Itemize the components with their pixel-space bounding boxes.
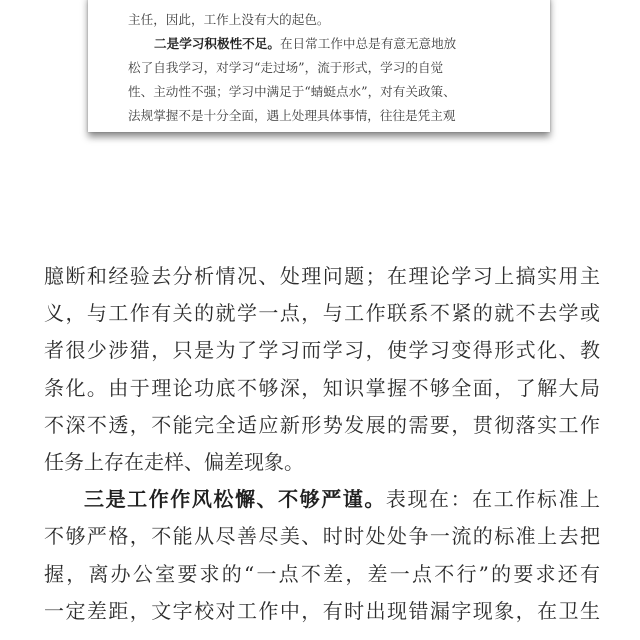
preview-paragraph-first: 在日常工作中总是有意无意地放: [279, 36, 457, 51]
article-line: 握，离办公室要求的“一点不差，差一点不行”的要求还有: [44, 561, 600, 586]
article-paragraph-heading-line: [44, 481, 600, 518]
preview-paragraph-heading-line: [128, 32, 528, 56]
document-preview-card: [88, 0, 550, 132]
article-line: 臆断和经验去分析情况、处理问题；在理论学习上搞实用主: [44, 264, 600, 288]
preview-line-4: 法规掌握不是十分全面，遇上处理具体事情，往往是凭主观: [128, 108, 456, 123]
preview-line-1: 主任，因此，工作上没有大的起色。: [128, 12, 330, 27]
preview-line-2: 松了自我学习，对学习“走过场”，流于形式，学习的自觉: [128, 60, 444, 75]
article-line: 者很少涉猎，只是为了学习而学习，使学习变得形式化、教: [44, 338, 600, 363]
article-line: 任务上存在走样、偏差现象。: [44, 449, 304, 474]
paragraph-heading: 三是工作作风松懈、不够严谨。: [84, 487, 386, 512]
preview-paragraph-heading: 二是学习积极性不足。: [154, 36, 280, 51]
article-line: 不够严格，不能从尽善尽美、时时处处争一流的标准上去把: [44, 524, 600, 549]
paragraph-first-text: 表现在：在工作标准上: [385, 487, 601, 512]
article-line: 条化。由于理论功底不够深，知识掌握不够全面，了解大局: [44, 375, 600, 400]
article-line: 一定差距，文字校对工作中，有时出现错漏字现象，在卫生: [44, 598, 600, 623]
preview-card-text: [128, 0, 528, 128]
preview-line-cut: [128, 0, 528, 8]
preview-line-3: 性、主动性不强；学习中满足于“蜻蜓点水”，对有关政策、: [128, 84, 456, 99]
article-line: 义，与工作有关的就学一点，与工作联系不紧的就不去学或: [44, 301, 600, 326]
article-line: 不深不透，不能完全适应新形势发展的需要，贯彻落实工作: [44, 412, 600, 437]
article-body: [44, 258, 600, 630]
